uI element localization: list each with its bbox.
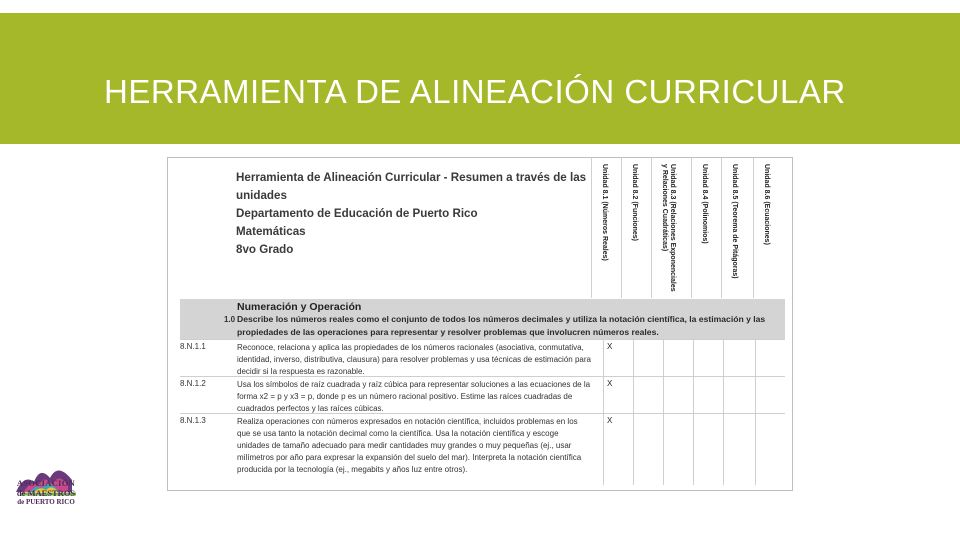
expectation-description: Usa los símbolos de raíz cuadrada y raíz cúbica para representar soluciones a las ecuaciones de la forma x2 = p y x3 = p, donde p es un número racional positivo. Estime las raíces cuadradas de cuadrados perfectos y las raíces cúbicas. [237,380,591,413]
unit-label: Unidad 8.3 (Relaciones Exponenciales y Relaciones Cuadráticas) [661,164,676,292]
header-line: Herramienta de Alineación Curricular - Resumen a través de las [236,171,587,184]
table-row [180,339,785,376]
logo-line: de MAESTROS [16,488,76,498]
unit-label: Unidad 8.4 (Polinomios) [701,164,708,244]
table-row [180,376,785,413]
unit-column [621,158,652,298]
unit-column [651,158,682,298]
header-line: 8vo Grado [236,243,294,256]
logo-line: de PUERTO RICO [17,498,75,506]
expectation-code: 8.N.1.3 [180,416,206,425]
logo-text [10,478,82,506]
unit-column [721,158,752,298]
title-banner [0,13,960,144]
alignment-mark: X [607,342,613,351]
table-row [180,413,785,486]
section-title: Numeración y Operación [237,301,362,313]
unit-column [753,158,784,298]
expectation-description: Realiza operaciones con números expresados en notación científica, incluidos problemas en los que se usa tanto la notación decimal como la científica. Usa la notación científica y escoge unidades de tamaño adecuado para medir cantidades muy grandes o muy pequeñas (ej., usar milímetros por año para expresar la expansión del suelo del mar). Interpreta la notación científica producida por la tecnología (ej., megabits y años luz entre otros). [237,417,582,474]
unit-label: Unidad 8.6 (Ecuaciones) [763,164,770,245]
unit-label: Unidad 8.5 (Teorema de Pitágoras) [731,164,738,279]
document-header [236,169,596,259]
header-line: Departamento de Educación de Puerto Rico [236,207,478,220]
unit-label: Unidad 8.2 (Funciones) [631,164,638,242]
expectation-code: 8.N.1.1 [180,342,206,351]
standard-description: Describe los números reales como el conjunto de todos los números decimales y utiliza la notación científica, la estimación y las propiedades de las operaciones para representar y resolver problemas que involucren números reales. [237,314,766,337]
unit-column [591,158,622,298]
alignment-mark: X [607,416,613,425]
standard-number: 1.0 [224,315,236,324]
expectation-rows [180,339,785,486]
logo-line: ASOCIACIÓN [16,478,76,488]
unit-label: Unidad 8.1 (Números Reales) [601,164,608,261]
expectation-code: 8.N.1.2 [180,379,206,388]
expectation-description: Reconoce, relaciona y aplica las propiedades de los números racionales (asociativa, conmutativa, identidad, inverso, distributiva, clausura) para resolver problemas y usa técnicas de estimación para decidir si la respuesta es razonable. [237,343,591,376]
header-line: Matemáticas [236,225,306,238]
header-line: unidades [236,189,287,202]
curriculum-document-image [167,157,793,491]
alignment-mark: X [607,379,613,388]
slide-title: HERRAMIENTA DE ALINEACIÓN CURRICULAR [104,73,846,110]
section-band [180,299,785,339]
unit-column [691,158,722,298]
